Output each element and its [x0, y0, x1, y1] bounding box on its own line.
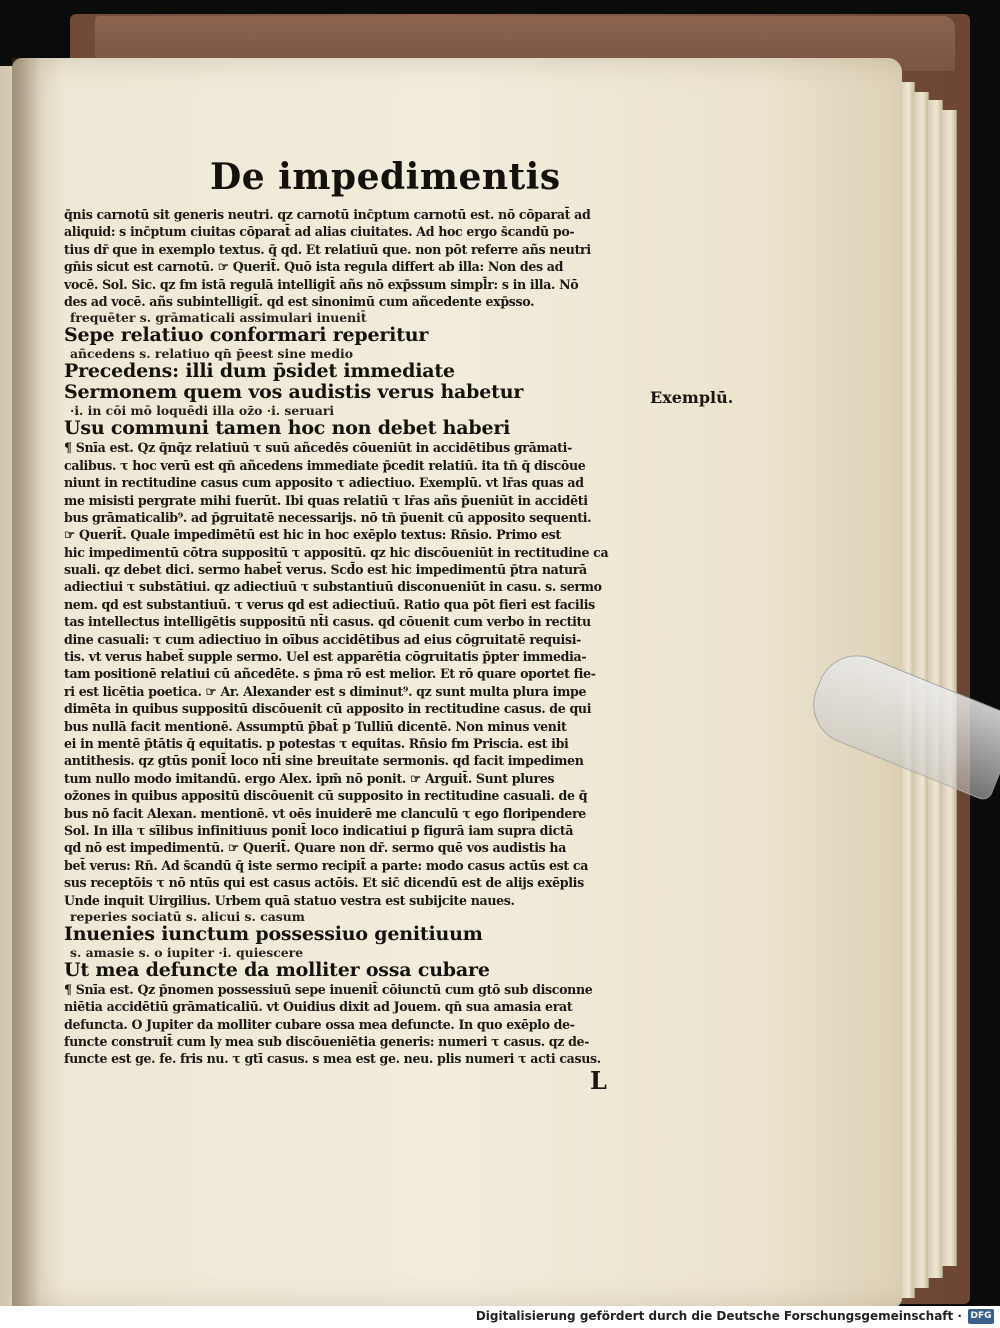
commentary-line: tum nullo modo imitandū. ergo Alex. ipm̄ nō ponit. ☞ Arguit̄. Sunt plures — [64, 770, 555, 786]
funding-credit: Digitalisierung gefördert durch die Deutsche Forschungsgemeinschaft · — [475, 1309, 962, 1323]
commentary-line: vocē. Sol. Sic. qz fm istā regulā intelligit̄ añs nō exp̄ssum simpl̄r: s in illa. Nō — [64, 276, 579, 292]
commentary-line: ¶ Snīa est. Qz q̄nq̄z relatiuū τ suū añcedēs cōueniūt in accidētibus grāmati- — [64, 440, 572, 456]
signature-mark: L — [590, 1066, 607, 1095]
commentary-line: des ad vocē. añs subintelligit̄. qd est sinonimū cum añcedente exp̄sso. — [64, 293, 535, 309]
verse-line: Precedens: illi dum p̄sidet immediate — [64, 361, 455, 383]
commentary-line: qd nō est impedimentū. ☞ Querit̄. Quare non dr̄. sermo quē vos audistis ha — [64, 840, 567, 856]
commentary-line: ei in mentē p̄tātis q̄ equitatis. p potestas τ equitas. Rn̄sio fm Priscia. est ibi — [64, 735, 569, 751]
margin-note: Exemplū. — [650, 388, 734, 407]
interlinear-gloss: ·i. in cōi mō loquēdi illa oz̄o ·i. seruari — [70, 403, 335, 419]
footer-banner — [0, 1306, 1000, 1328]
commentary-line: suali. qz debet dici. sermo habet̄ verus. Scd̄o est hic impedimentū p̄tra naturā — [64, 562, 587, 578]
commentary-line: tis. vt verus habet̄ supple sermo. Uel est apparētia cōgruitatis p̄pter immedia- — [64, 649, 587, 665]
commentary-line: niunt in rectitudine casus cum apposito τ adiectiuo. Exemplū. vt lr̄as quas ad — [64, 475, 584, 491]
commentary-line: aliquid: s inc̄ptum ciuitas cōparat̄ ad alias ciuitates. Ad hoc ergo s̄candū po- — [64, 224, 575, 240]
commentary-line: functe est ge. fe. fris nu. τ gtī casus. s mea est ge. neu. plis numeri τ acti casus. — [64, 1051, 601, 1067]
commentary-line: defuncta. O Jupiter da molliter cubare ossa mea defuncte. In quo exēplo de- — [64, 1016, 575, 1032]
commentary-line: Sol. In illa τ sīlibus infinitiuus ponit̄ loco indicatiui p figurā iam supra dictā — [64, 822, 574, 838]
page-gutter-shadow — [12, 58, 40, 1308]
commentary-line: ☞ Querit̄. Quale impedimētū est hic in hoc exēplo textus: Rn̄sio. Primo est — [64, 527, 561, 543]
commentary-line: bet̄ verus: Rn̄. Ad s̄candū q̄ iste sermo recipit̄ a parte: modo casus actūs est ca — [64, 857, 589, 873]
commentary-line: tius dr̄ que in exemplo textus. q̄ qd. Et relatiuū que. non pōt referre añs neutri — [64, 241, 591, 257]
commentary-line: adiectiui τ substātiui. qz adiectiuū τ substantiuū disconueniūt in casu. s. sermo — [64, 579, 602, 595]
commentary-line: ri est licētia poetica. ☞ Ar. Alexander est s diminut⁹. qz sunt multa plura impe — [64, 683, 587, 699]
verse-line: Inuenies iunctum possessiuo genitiuum — [64, 923, 483, 945]
interlinear-gloss: reperies sociatū s. alicui s. casum — [70, 908, 305, 924]
commentary-line: tam positionē relatiui cū añcedēte. s p̄ma rō est melior. Et rō quare oportet fie- — [64, 666, 596, 682]
commentary-line: bus grāmaticalib⁹. ad p̄gruitatē necessarijs. nō tn̄ p̄uenit cū apposito sequenti. — [64, 509, 592, 525]
verse-line: Usu communi tamen hoc non debet haberi — [64, 418, 511, 440]
commentary-line: bus nullā facit mentionē. Assumptū p̄bat̄ p Tulliū dicentē. Non minus venit — [64, 718, 567, 734]
interlinear-gloss: s. amasie s. o iupiter ·i. quiescere — [70, 944, 304, 960]
commentary-line: nem. qd est substantiuū. τ verus qd est adiectiuū. Ratio qua pōt fieri est facilis — [64, 596, 595, 612]
commentary-line: ¶ Snīa est. Qz p̄nomen possessiuū sepe inuenit̄ cōiunctū cum gtō sub disconne — [64, 981, 593, 997]
verse-line: Sepe relatiuo conformari reperitur — [64, 325, 429, 347]
dfg-logo: DFG — [968, 1309, 994, 1324]
commentary-line: dine casuali: τ cum adiectiuo in oībus accidētibus ad eius cōgruitatē requisi- — [64, 631, 582, 647]
commentary-line: gn̄is sicut est carnotū. ☞ Querit̄. Quō ista regula differt ab illa: Non des ad — [64, 259, 564, 275]
verse-line: Sermonem quem vos audistis verus habetur — [64, 382, 524, 404]
verse-line: Ut mea defuncte da molliter ossa cubare — [64, 959, 490, 981]
commentary-line: me misisti pergrate mihi fuerūt. Ibi quas relatiū τ lr̄as añs p̄ueniūt in accidēti — [64, 492, 588, 508]
commentary-line: Unde inquit Uirgilius. Urbem quā statuo vestra est subijcite naues. — [64, 892, 515, 908]
commentary-line: bus nō facit Alexan. mentionē. vt oēs inuiderē me clanculū τ ego floripendere — [64, 805, 586, 821]
commentary-line: calibus. τ hoc verū est qn̄ añcedens immediate p̄cedit relatiū. ita tn̄ q̄ discōue — [64, 457, 586, 473]
text-block — [64, 206, 654, 1068]
commentary-line: dimēta in quibus suppositū discōuenit cū apposito in rectitudine casus. de qui — [64, 701, 592, 717]
commentary-line: hic impedimentū cōtra suppositū τ appositū. qz hic discōueniūt in rectitudine ca — [64, 544, 609, 560]
running-head: De impedimentis — [210, 156, 561, 198]
interlinear-gloss: añcedens s. relatiuo qn̄ p̄eest sine medio — [70, 346, 354, 362]
commentary-line: niētia accidētiū grāmaticaliū. vt Ouidius dixit ad Jouem. qn̄ sua amasia erat — [64, 999, 573, 1015]
commentary-line: functe construit̄ cum ly mea sub discōueniētia generis: numeri τ casus. qz de- — [64, 1034, 590, 1050]
commentary-line: sus receptōis τ nō ntūs qui est casus actōis. Et sic̄ dicendū est de alijs exēplis — [64, 875, 584, 891]
commentary-line: tas intellectus intelligētis suppositū nt̄i casus. qd cōuenit cum verbo in rectitu — [64, 614, 591, 630]
commentary-line: q̄nis carnotū sit generis neutri. qz carnotū inc̄ptum carnotū est. nō cōparat̄ ad — [64, 207, 591, 222]
commentary-line: antithesis. qz gtūs ponit̄ loco nt̄i sine breuitate sermonis. qd facit impedimen — [64, 753, 584, 769]
commentary-line: oz̄ones in quibus appositū discōuenit cū supposito in rectitudine casuali. de q̄ — [64, 788, 588, 804]
interlinear-gloss: frequēter s. grāmaticali assimulari inuenit̄ — [70, 310, 367, 326]
